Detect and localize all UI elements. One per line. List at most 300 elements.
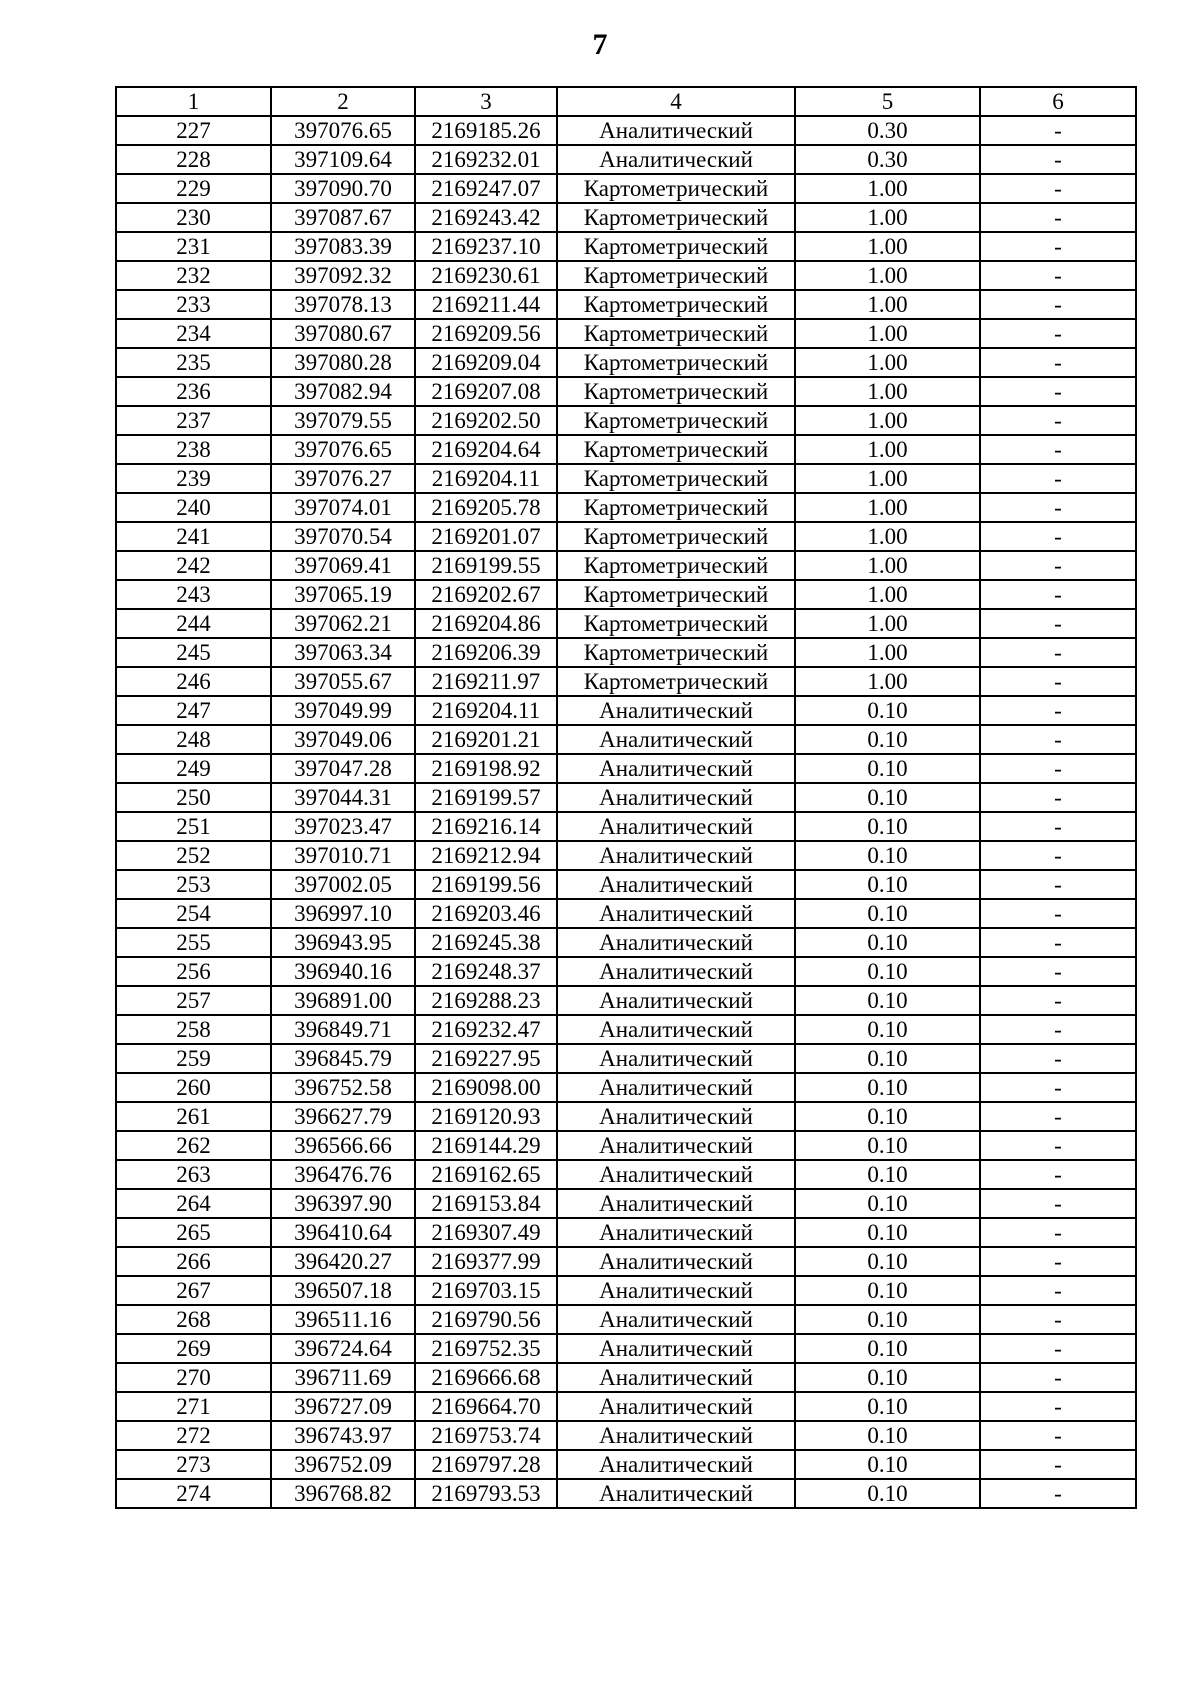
method-cell: Аналитический: [557, 1073, 795, 1102]
point-number-cell: 242: [116, 551, 271, 580]
accuracy-cell: 0.10: [795, 783, 980, 812]
point-number-cell: 265: [116, 1218, 271, 1247]
note-cell: -: [980, 1189, 1136, 1218]
y-coordinate-cell: 2169377.99: [415, 1247, 557, 1276]
y-coordinate-cell: 2169209.04: [415, 348, 557, 377]
y-coordinate-cell: 2169120.93: [415, 1102, 557, 1131]
note-cell: -: [980, 1015, 1136, 1044]
note-cell: -: [980, 1044, 1136, 1073]
x-coordinate-cell: 396752.09: [271, 1450, 415, 1479]
x-coordinate-cell: 397047.28: [271, 754, 415, 783]
table-row: [116, 1073, 1136, 1102]
point-number-cell: 227: [116, 116, 271, 145]
accuracy-cell: 0.10: [795, 1334, 980, 1363]
y-coordinate-cell: 2169232.47: [415, 1015, 557, 1044]
page-number: 7: [592, 28, 608, 61]
note-cell: -: [980, 957, 1136, 986]
note-cell: -: [980, 522, 1136, 551]
accuracy-cell: 0.10: [795, 1363, 980, 1392]
method-cell: Аналитический: [557, 1218, 795, 1247]
y-coordinate-cell: 2169201.07: [415, 522, 557, 551]
y-coordinate-cell: 2169204.64: [415, 435, 557, 464]
column-header: 4: [557, 87, 795, 116]
y-coordinate-cell: 2169204.86: [415, 609, 557, 638]
note-cell: -: [980, 1102, 1136, 1131]
table-row: [116, 1363, 1136, 1392]
note-cell: -: [980, 435, 1136, 464]
table-header-row: [116, 87, 1136, 116]
table-row: [116, 957, 1136, 986]
point-number-cell: 246: [116, 667, 271, 696]
table-row: [116, 1160, 1136, 1189]
x-coordinate-cell: 397078.13: [271, 290, 415, 319]
method-cell: Аналитический: [557, 754, 795, 783]
x-coordinate-cell: 397087.67: [271, 203, 415, 232]
note-cell: -: [980, 870, 1136, 899]
accuracy-cell: 0.10: [795, 928, 980, 957]
x-coordinate-cell: 396997.10: [271, 899, 415, 928]
x-coordinate-cell: 397069.41: [271, 551, 415, 580]
x-coordinate-cell: 396727.09: [271, 1392, 415, 1421]
x-coordinate-cell: 396743.97: [271, 1421, 415, 1450]
point-number-cell: 247: [116, 696, 271, 725]
table-row: [116, 1247, 1136, 1276]
accuracy-cell: 0.10: [795, 725, 980, 754]
table-row: [116, 406, 1136, 435]
y-coordinate-cell: 2169797.28: [415, 1450, 557, 1479]
x-coordinate-cell: 397070.54: [271, 522, 415, 551]
point-number-cell: 241: [116, 522, 271, 551]
accuracy-cell: 1.00: [795, 290, 980, 319]
accuracy-cell: 0.10: [795, 1044, 980, 1073]
x-coordinate-cell: 397049.06: [271, 725, 415, 754]
accuracy-cell: 0.10: [795, 957, 980, 986]
accuracy-cell: 0.10: [795, 1218, 980, 1247]
method-cell: Картометрический: [557, 667, 795, 696]
method-cell: Аналитический: [557, 899, 795, 928]
accuracy-cell: 0.10: [795, 1102, 980, 1131]
point-number-cell: 263: [116, 1160, 271, 1189]
x-coordinate-cell: 396627.79: [271, 1102, 415, 1131]
x-coordinate-cell: 396768.82: [271, 1479, 415, 1508]
x-coordinate-cell: 397010.71: [271, 841, 415, 870]
y-coordinate-cell: 2169216.14: [415, 812, 557, 841]
y-coordinate-cell: 2169199.57: [415, 783, 557, 812]
point-number-cell: 228: [116, 145, 271, 174]
accuracy-cell: 1.00: [795, 435, 980, 464]
accuracy-cell: 0.10: [795, 1189, 980, 1218]
note-cell: -: [980, 406, 1136, 435]
note-cell: -: [980, 551, 1136, 580]
method-cell: Аналитический: [557, 957, 795, 986]
column-header: 1: [116, 87, 271, 116]
point-number-cell: 238: [116, 435, 271, 464]
note-cell: -: [980, 1276, 1136, 1305]
note-cell: -: [980, 174, 1136, 203]
y-coordinate-cell: 2169211.44: [415, 290, 557, 319]
table-row: [116, 522, 1136, 551]
method-cell: Аналитический: [557, 1160, 795, 1189]
table-row: [116, 1392, 1136, 1421]
note-cell: -: [980, 667, 1136, 696]
x-coordinate-cell: 396724.64: [271, 1334, 415, 1363]
table-row: [116, 609, 1136, 638]
y-coordinate-cell: 2169204.11: [415, 464, 557, 493]
y-coordinate-cell: 2169703.15: [415, 1276, 557, 1305]
y-coordinate-cell: 2169202.50: [415, 406, 557, 435]
point-number-cell: 248: [116, 725, 271, 754]
accuracy-cell: 0.10: [795, 1305, 980, 1334]
note-cell: -: [980, 1218, 1136, 1247]
point-number-cell: 268: [116, 1305, 271, 1334]
point-number-cell: 230: [116, 203, 271, 232]
method-cell: Аналитический: [557, 841, 795, 870]
y-coordinate-cell: 2169288.23: [415, 986, 557, 1015]
method-cell: Аналитический: [557, 1102, 795, 1131]
note-cell: -: [980, 261, 1136, 290]
method-cell: Аналитический: [557, 1044, 795, 1073]
accuracy-cell: 0.10: [795, 1450, 980, 1479]
table-row: [116, 464, 1136, 493]
note-cell: -: [980, 1073, 1136, 1102]
table-row: [116, 261, 1136, 290]
y-coordinate-cell: 2169198.92: [415, 754, 557, 783]
accuracy-cell: 0.30: [795, 145, 980, 174]
note-cell: -: [980, 1247, 1136, 1276]
table-row: [116, 435, 1136, 464]
x-coordinate-cell: 397076.65: [271, 435, 415, 464]
x-coordinate-cell: 396849.71: [271, 1015, 415, 1044]
point-number-cell: 252: [116, 841, 271, 870]
method-cell: Картометрический: [557, 348, 795, 377]
x-coordinate-cell: 397065.19: [271, 580, 415, 609]
x-coordinate-cell: 397049.99: [271, 696, 415, 725]
method-cell: Картометрический: [557, 551, 795, 580]
method-cell: Картометрический: [557, 319, 795, 348]
accuracy-cell: 1.00: [795, 609, 980, 638]
y-coordinate-cell: 2169209.56: [415, 319, 557, 348]
point-number-cell: 271: [116, 1392, 271, 1421]
y-coordinate-cell: 2169202.67: [415, 580, 557, 609]
method-cell: Аналитический: [557, 1479, 795, 1508]
point-number-cell: 269: [116, 1334, 271, 1363]
y-coordinate-cell: 2169207.08: [415, 377, 557, 406]
point-number-cell: 251: [116, 812, 271, 841]
note-cell: -: [980, 1450, 1136, 1479]
x-coordinate-cell: 396420.27: [271, 1247, 415, 1276]
accuracy-cell: 1.00: [795, 203, 980, 232]
accuracy-cell: 0.10: [795, 1392, 980, 1421]
method-cell: Аналитический: [557, 870, 795, 899]
accuracy-cell: 0.10: [795, 1015, 980, 1044]
x-coordinate-cell: 397080.28: [271, 348, 415, 377]
y-coordinate-cell: 2169790.56: [415, 1305, 557, 1334]
y-coordinate-cell: 2169153.84: [415, 1189, 557, 1218]
x-coordinate-cell: 396940.16: [271, 957, 415, 986]
x-coordinate-cell: 397080.67: [271, 319, 415, 348]
method-cell: Аналитический: [557, 696, 795, 725]
x-coordinate-cell: 397063.34: [271, 638, 415, 667]
point-number-cell: 245: [116, 638, 271, 667]
method-cell: Аналитический: [557, 1305, 795, 1334]
note-cell: -: [980, 783, 1136, 812]
point-number-cell: 236: [116, 377, 271, 406]
note-cell: -: [980, 928, 1136, 957]
table-row: [116, 1276, 1136, 1305]
column-header: 6: [980, 87, 1136, 116]
accuracy-cell: 1.00: [795, 377, 980, 406]
note-cell: -: [980, 145, 1136, 174]
x-coordinate-cell: 396845.79: [271, 1044, 415, 1073]
method-cell: Картометрический: [557, 261, 795, 290]
table-row: [116, 783, 1136, 812]
y-coordinate-cell: 2169243.42: [415, 203, 557, 232]
x-coordinate-cell: 396566.66: [271, 1131, 415, 1160]
accuracy-cell: 0.10: [795, 754, 980, 783]
note-cell: -: [980, 290, 1136, 319]
accuracy-cell: 0.10: [795, 899, 980, 928]
method-cell: Картометрический: [557, 580, 795, 609]
y-coordinate-cell: 2169793.53: [415, 1479, 557, 1508]
accuracy-cell: 0.10: [795, 1421, 980, 1450]
point-number-cell: 232: [116, 261, 271, 290]
table-row: [116, 1131, 1136, 1160]
note-cell: -: [980, 580, 1136, 609]
method-cell: Картометрический: [557, 232, 795, 261]
coordinates-table: [115, 86, 1137, 1509]
note-cell: -: [980, 464, 1136, 493]
note-cell: -: [980, 1479, 1136, 1508]
point-number-cell: 258: [116, 1015, 271, 1044]
note-cell: -: [980, 696, 1136, 725]
table-row: [116, 725, 1136, 754]
accuracy-cell: 0.10: [795, 696, 980, 725]
accuracy-cell: 1.00: [795, 348, 980, 377]
note-cell: -: [980, 1363, 1136, 1392]
x-coordinate-cell: 396511.16: [271, 1305, 415, 1334]
accuracy-cell: 0.10: [795, 1247, 980, 1276]
table-row: [116, 1334, 1136, 1363]
method-cell: Аналитический: [557, 1421, 795, 1450]
column-header: 2: [271, 87, 415, 116]
accuracy-cell: 1.00: [795, 174, 980, 203]
note-cell: -: [980, 609, 1136, 638]
method-cell: Аналитический: [557, 1392, 795, 1421]
x-coordinate-cell: 397055.67: [271, 667, 415, 696]
method-cell: Аналитический: [557, 928, 795, 957]
y-coordinate-cell: 2169211.97: [415, 667, 557, 696]
y-coordinate-cell: 2169232.01: [415, 145, 557, 174]
point-number-cell: 234: [116, 319, 271, 348]
accuracy-cell: 0.10: [795, 1073, 980, 1102]
table-row: [116, 290, 1136, 319]
note-cell: -: [980, 899, 1136, 928]
note-cell: -: [980, 1334, 1136, 1363]
y-coordinate-cell: 2169205.78: [415, 493, 557, 522]
table-row: [116, 1102, 1136, 1131]
table-row: [116, 116, 1136, 145]
y-coordinate-cell: 2169201.21: [415, 725, 557, 754]
accuracy-cell: 0.10: [795, 1276, 980, 1305]
y-coordinate-cell: 2169098.00: [415, 1073, 557, 1102]
method-cell: Аналитический: [557, 1015, 795, 1044]
table-row: [116, 1450, 1136, 1479]
table-row: [116, 696, 1136, 725]
table-body: [116, 116, 1136, 1508]
note-cell: -: [980, 986, 1136, 1015]
note-cell: -: [980, 1131, 1136, 1160]
method-cell: Аналитический: [557, 812, 795, 841]
x-coordinate-cell: 396476.76: [271, 1160, 415, 1189]
y-coordinate-cell: 2169247.07: [415, 174, 557, 203]
note-cell: -: [980, 1160, 1136, 1189]
point-number-cell: 237: [116, 406, 271, 435]
accuracy-cell: 0.10: [795, 986, 980, 1015]
method-cell: Картометрический: [557, 493, 795, 522]
method-cell: Картометрический: [557, 290, 795, 319]
y-coordinate-cell: 2169237.10: [415, 232, 557, 261]
accuracy-cell: 1.00: [795, 261, 980, 290]
method-cell: Аналитический: [557, 725, 795, 754]
table-row: [116, 841, 1136, 870]
x-coordinate-cell: 396397.90: [271, 1189, 415, 1218]
table-row: [116, 493, 1136, 522]
method-cell: Картометрический: [557, 406, 795, 435]
x-coordinate-cell: 396891.00: [271, 986, 415, 1015]
y-coordinate-cell: 2169227.95: [415, 1044, 557, 1073]
table-row: [116, 174, 1136, 203]
x-coordinate-cell: 396507.18: [271, 1276, 415, 1305]
method-cell: Аналитический: [557, 1247, 795, 1276]
note-cell: -: [980, 319, 1136, 348]
point-number-cell: 260: [116, 1073, 271, 1102]
x-coordinate-cell: 397044.31: [271, 783, 415, 812]
accuracy-cell: 1.00: [795, 493, 980, 522]
x-coordinate-cell: 397076.65: [271, 116, 415, 145]
y-coordinate-cell: 2169248.37: [415, 957, 557, 986]
table-row: [116, 1189, 1136, 1218]
x-coordinate-cell: 397082.94: [271, 377, 415, 406]
note-cell: -: [980, 1305, 1136, 1334]
y-coordinate-cell: 2169664.70: [415, 1392, 557, 1421]
point-number-cell: 231: [116, 232, 271, 261]
y-coordinate-cell: 2169206.39: [415, 638, 557, 667]
method-cell: Аналитический: [557, 1450, 795, 1479]
note-cell: -: [980, 812, 1136, 841]
table-row: [116, 377, 1136, 406]
y-coordinate-cell: 2169199.56: [415, 870, 557, 899]
accuracy-cell: 0.30: [795, 116, 980, 145]
x-coordinate-cell: 397092.32: [271, 261, 415, 290]
method-cell: Картометрический: [557, 638, 795, 667]
method-cell: Картометрический: [557, 464, 795, 493]
table-row: [116, 319, 1136, 348]
note-cell: -: [980, 1421, 1136, 1450]
y-coordinate-cell: 2169199.55: [415, 551, 557, 580]
method-cell: Аналитический: [557, 1276, 795, 1305]
point-number-cell: 240: [116, 493, 271, 522]
table-row: [116, 348, 1136, 377]
accuracy-cell: 1.00: [795, 522, 980, 551]
x-coordinate-cell: 397090.70: [271, 174, 415, 203]
note-cell: -: [980, 377, 1136, 406]
accuracy-cell: 0.10: [795, 870, 980, 899]
table-row: [116, 145, 1136, 174]
table-row: [116, 638, 1136, 667]
point-number-cell: 266: [116, 1247, 271, 1276]
method-cell: Картометрический: [557, 377, 795, 406]
x-coordinate-cell: 396410.64: [271, 1218, 415, 1247]
method-cell: Аналитический: [557, 1334, 795, 1363]
table-row: [116, 1015, 1136, 1044]
point-number-cell: 243: [116, 580, 271, 609]
table-row: [116, 899, 1136, 928]
x-coordinate-cell: 397023.47: [271, 812, 415, 841]
point-number-cell: 239: [116, 464, 271, 493]
y-coordinate-cell: 2169245.38: [415, 928, 557, 957]
table-row: [116, 232, 1136, 261]
accuracy-cell: 1.00: [795, 232, 980, 261]
point-number-cell: 262: [116, 1131, 271, 1160]
method-cell: Картометрический: [557, 522, 795, 551]
y-coordinate-cell: 2169204.11: [415, 696, 557, 725]
point-number-cell: 229: [116, 174, 271, 203]
x-coordinate-cell: 397062.21: [271, 609, 415, 638]
note-cell: -: [980, 1392, 1136, 1421]
x-coordinate-cell: 397079.55: [271, 406, 415, 435]
accuracy-cell: 1.00: [795, 464, 980, 493]
x-coordinate-cell: 397074.01: [271, 493, 415, 522]
note-cell: -: [980, 638, 1136, 667]
point-number-cell: 272: [116, 1421, 271, 1450]
note-cell: -: [980, 841, 1136, 870]
table-row: [116, 667, 1136, 696]
point-number-cell: 233: [116, 290, 271, 319]
method-cell: Аналитический: [557, 783, 795, 812]
table-row: [116, 551, 1136, 580]
accuracy-cell: 1.00: [795, 638, 980, 667]
point-number-cell: 267: [116, 1276, 271, 1305]
table-row: [116, 203, 1136, 232]
accuracy-cell: 1.00: [795, 406, 980, 435]
point-number-cell: 264: [116, 1189, 271, 1218]
point-number-cell: 273: [116, 1450, 271, 1479]
accuracy-cell: 0.10: [795, 1131, 980, 1160]
accuracy-cell: 0.10: [795, 812, 980, 841]
note-cell: -: [980, 116, 1136, 145]
table-row: [116, 1044, 1136, 1073]
column-header: 5: [795, 87, 980, 116]
point-number-cell: 254: [116, 899, 271, 928]
x-coordinate-cell: 397076.27: [271, 464, 415, 493]
point-number-cell: 253: [116, 870, 271, 899]
point-number-cell: 244: [116, 609, 271, 638]
x-coordinate-cell: 397109.64: [271, 145, 415, 174]
method-cell: Аналитический: [557, 1363, 795, 1392]
method-cell: Аналитический: [557, 986, 795, 1015]
table-row: [116, 1218, 1136, 1247]
x-coordinate-cell: 396943.95: [271, 928, 415, 957]
accuracy-cell: 1.00: [795, 319, 980, 348]
method-cell: Картометрический: [557, 609, 795, 638]
table-row: [116, 812, 1136, 841]
table-row: [116, 1421, 1136, 1450]
y-coordinate-cell: 2169185.26: [415, 116, 557, 145]
point-number-cell: 257: [116, 986, 271, 1015]
x-coordinate-cell: 396711.69: [271, 1363, 415, 1392]
table-row: [116, 986, 1136, 1015]
method-cell: Аналитический: [557, 1131, 795, 1160]
